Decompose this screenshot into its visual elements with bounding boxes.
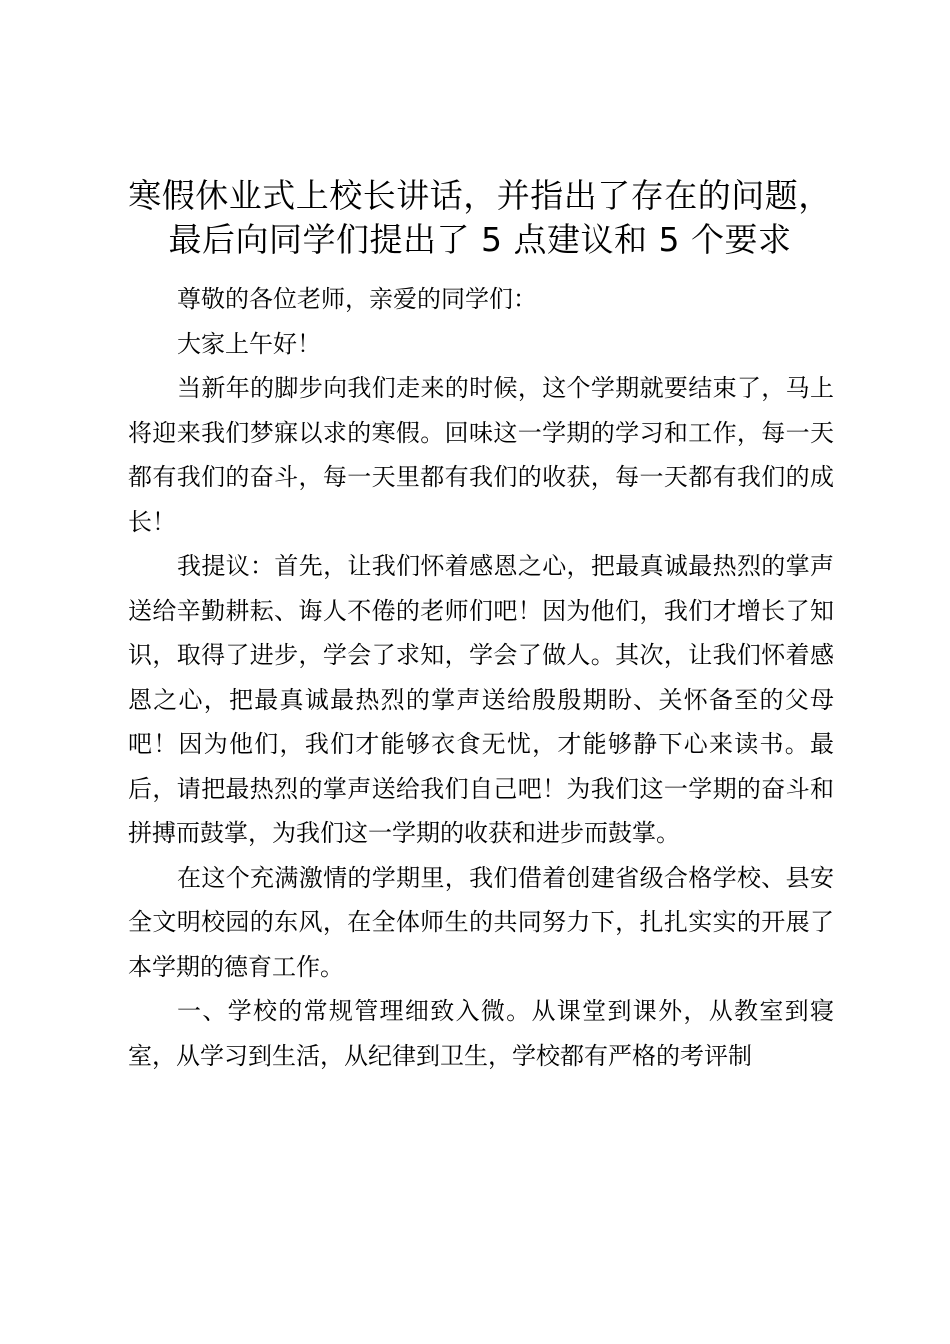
title-line-1: 寒假休业式上校长讲话，并指出了存在的问题， xyxy=(128,176,832,215)
paragraph: 我提议：首先，让我们怀着感恩之心，把最真诚最热烈的掌声送给辛勤耕耘、诲人不倦的老师们吧！因为他们，我们才增长了知识，取得了进步，学会了求知，学会了做人。其次，让我们怀着感恩之心，把最真诚最热烈的掌声送给殷殷期盼、关怀备至的父母吧！因为他们，我们才能够衣食无忧，才能够静下心来读书。最后，请把最热烈的掌声送给我们自己吧！为我们这一学期的奋斗和拼搏而鼓掌，为我们这一学期的收获和进步而鼓掌。 xyxy=(128,552,834,847)
document-title xyxy=(100,174,860,262)
paragraph: 在这个充满激情的学期里，我们借着创建省级合格学校、县安全文明校园的东风，在全体师生的共同努力下，扎扎实实的开展了本学期的德育工作。 xyxy=(128,863,834,981)
document-body xyxy=(128,277,834,1078)
greeting: 大家上午好！ xyxy=(177,329,321,358)
paragraph: 当新年的脚步向我们走来的时候，这个学期就要结束了，马上将迎来我们梦寐以求的寒假。回味这一学期的学习和工作，每一天都有我们的奋斗，每一天里都有我们的收获，每一天都有我们的成长！ xyxy=(128,374,834,536)
title-line-2: 最后向同学们提出了 5 点建议和 5 个要求 xyxy=(168,220,792,259)
paragraph: 一、学校的常规管理细致入微。从课堂到课外，从教室到寝室，从学习到生活，从纪律到卫生，学校都有严格的考评制 xyxy=(128,997,834,1070)
salutation: 尊敬的各位老师，亲爱的同学们： xyxy=(177,285,537,313)
